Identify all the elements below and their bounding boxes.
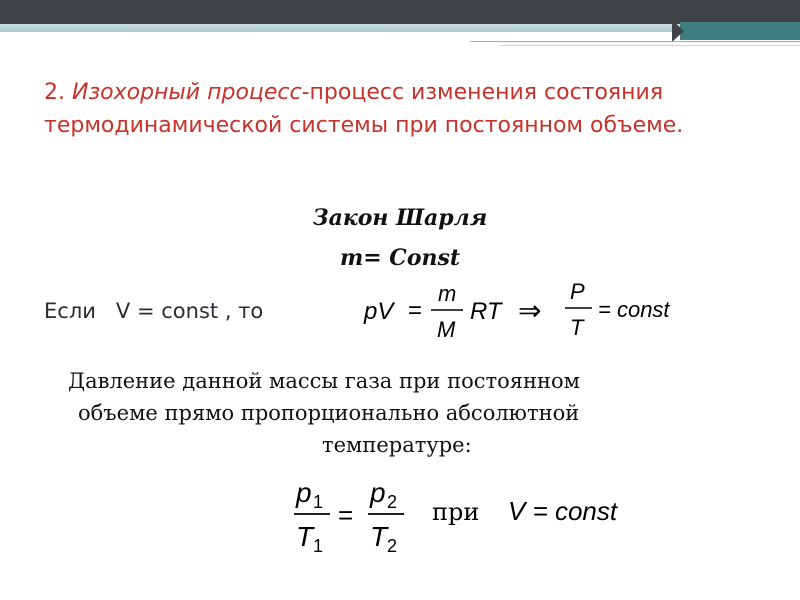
formula-frac2-den: T <box>570 315 584 340</box>
p2-subscript: 2 <box>387 492 398 512</box>
teal-accent-bar <box>680 22 800 40</box>
formula-lhs: pV <box>364 298 394 325</box>
law-name: Закон Шарля <box>312 205 488 231</box>
divider-line <box>470 41 800 42</box>
formula-rt: RT <box>470 298 502 325</box>
title-number: 2. <box>44 80 72 105</box>
description-line-3: температуре: <box>322 433 472 457</box>
law-block <box>0 198 800 278</box>
formula-rhs: = const <box>598 297 670 322</box>
main-formula <box>360 277 700 343</box>
formula-eq: = <box>408 297 423 324</box>
if-word: Если <box>44 299 96 323</box>
t2-subscript: 2 <box>387 536 398 556</box>
description-line-2: объеме прямо пропорционально абсолютной <box>78 401 580 425</box>
pri-word: при <box>432 498 480 526</box>
implies-arrow: ⇒ <box>518 295 542 326</box>
p1-subscript: 1 <box>313 492 324 512</box>
t1-symbol: T <box>296 521 314 552</box>
formula-frac2-num: P <box>570 279 585 304</box>
volume-condition: V = const <box>115 299 219 323</box>
title-term: Изохорный процесс <box>71 80 302 105</box>
arrow-tab-decoration <box>672 20 684 42</box>
divider-line-secondary <box>500 45 800 46</box>
formula-frac-num: m <box>438 281 457 306</box>
p2-symbol: p <box>370 477 386 508</box>
formula-frac-den: M <box>437 317 456 342</box>
description-line-1: Давление данной массы газа при постоянном <box>68 369 580 393</box>
p1-symbol: p <box>296 477 312 508</box>
t1-subscript: 1 <box>313 536 324 556</box>
slide-title <box>44 76 764 142</box>
title-definition: -процесс изменения состояния термодинамической системы при постоянном объеме. <box>44 80 684 138</box>
v-const: V = const <box>508 496 618 526</box>
t2-symbol: T <box>370 521 388 552</box>
equals-sign: = <box>338 500 354 530</box>
charles-law-formula <box>290 472 660 558</box>
mass-condition: m= Const <box>339 245 461 271</box>
then-word: , то <box>224 299 264 323</box>
condition-line <box>44 299 263 323</box>
description <box>60 365 750 461</box>
